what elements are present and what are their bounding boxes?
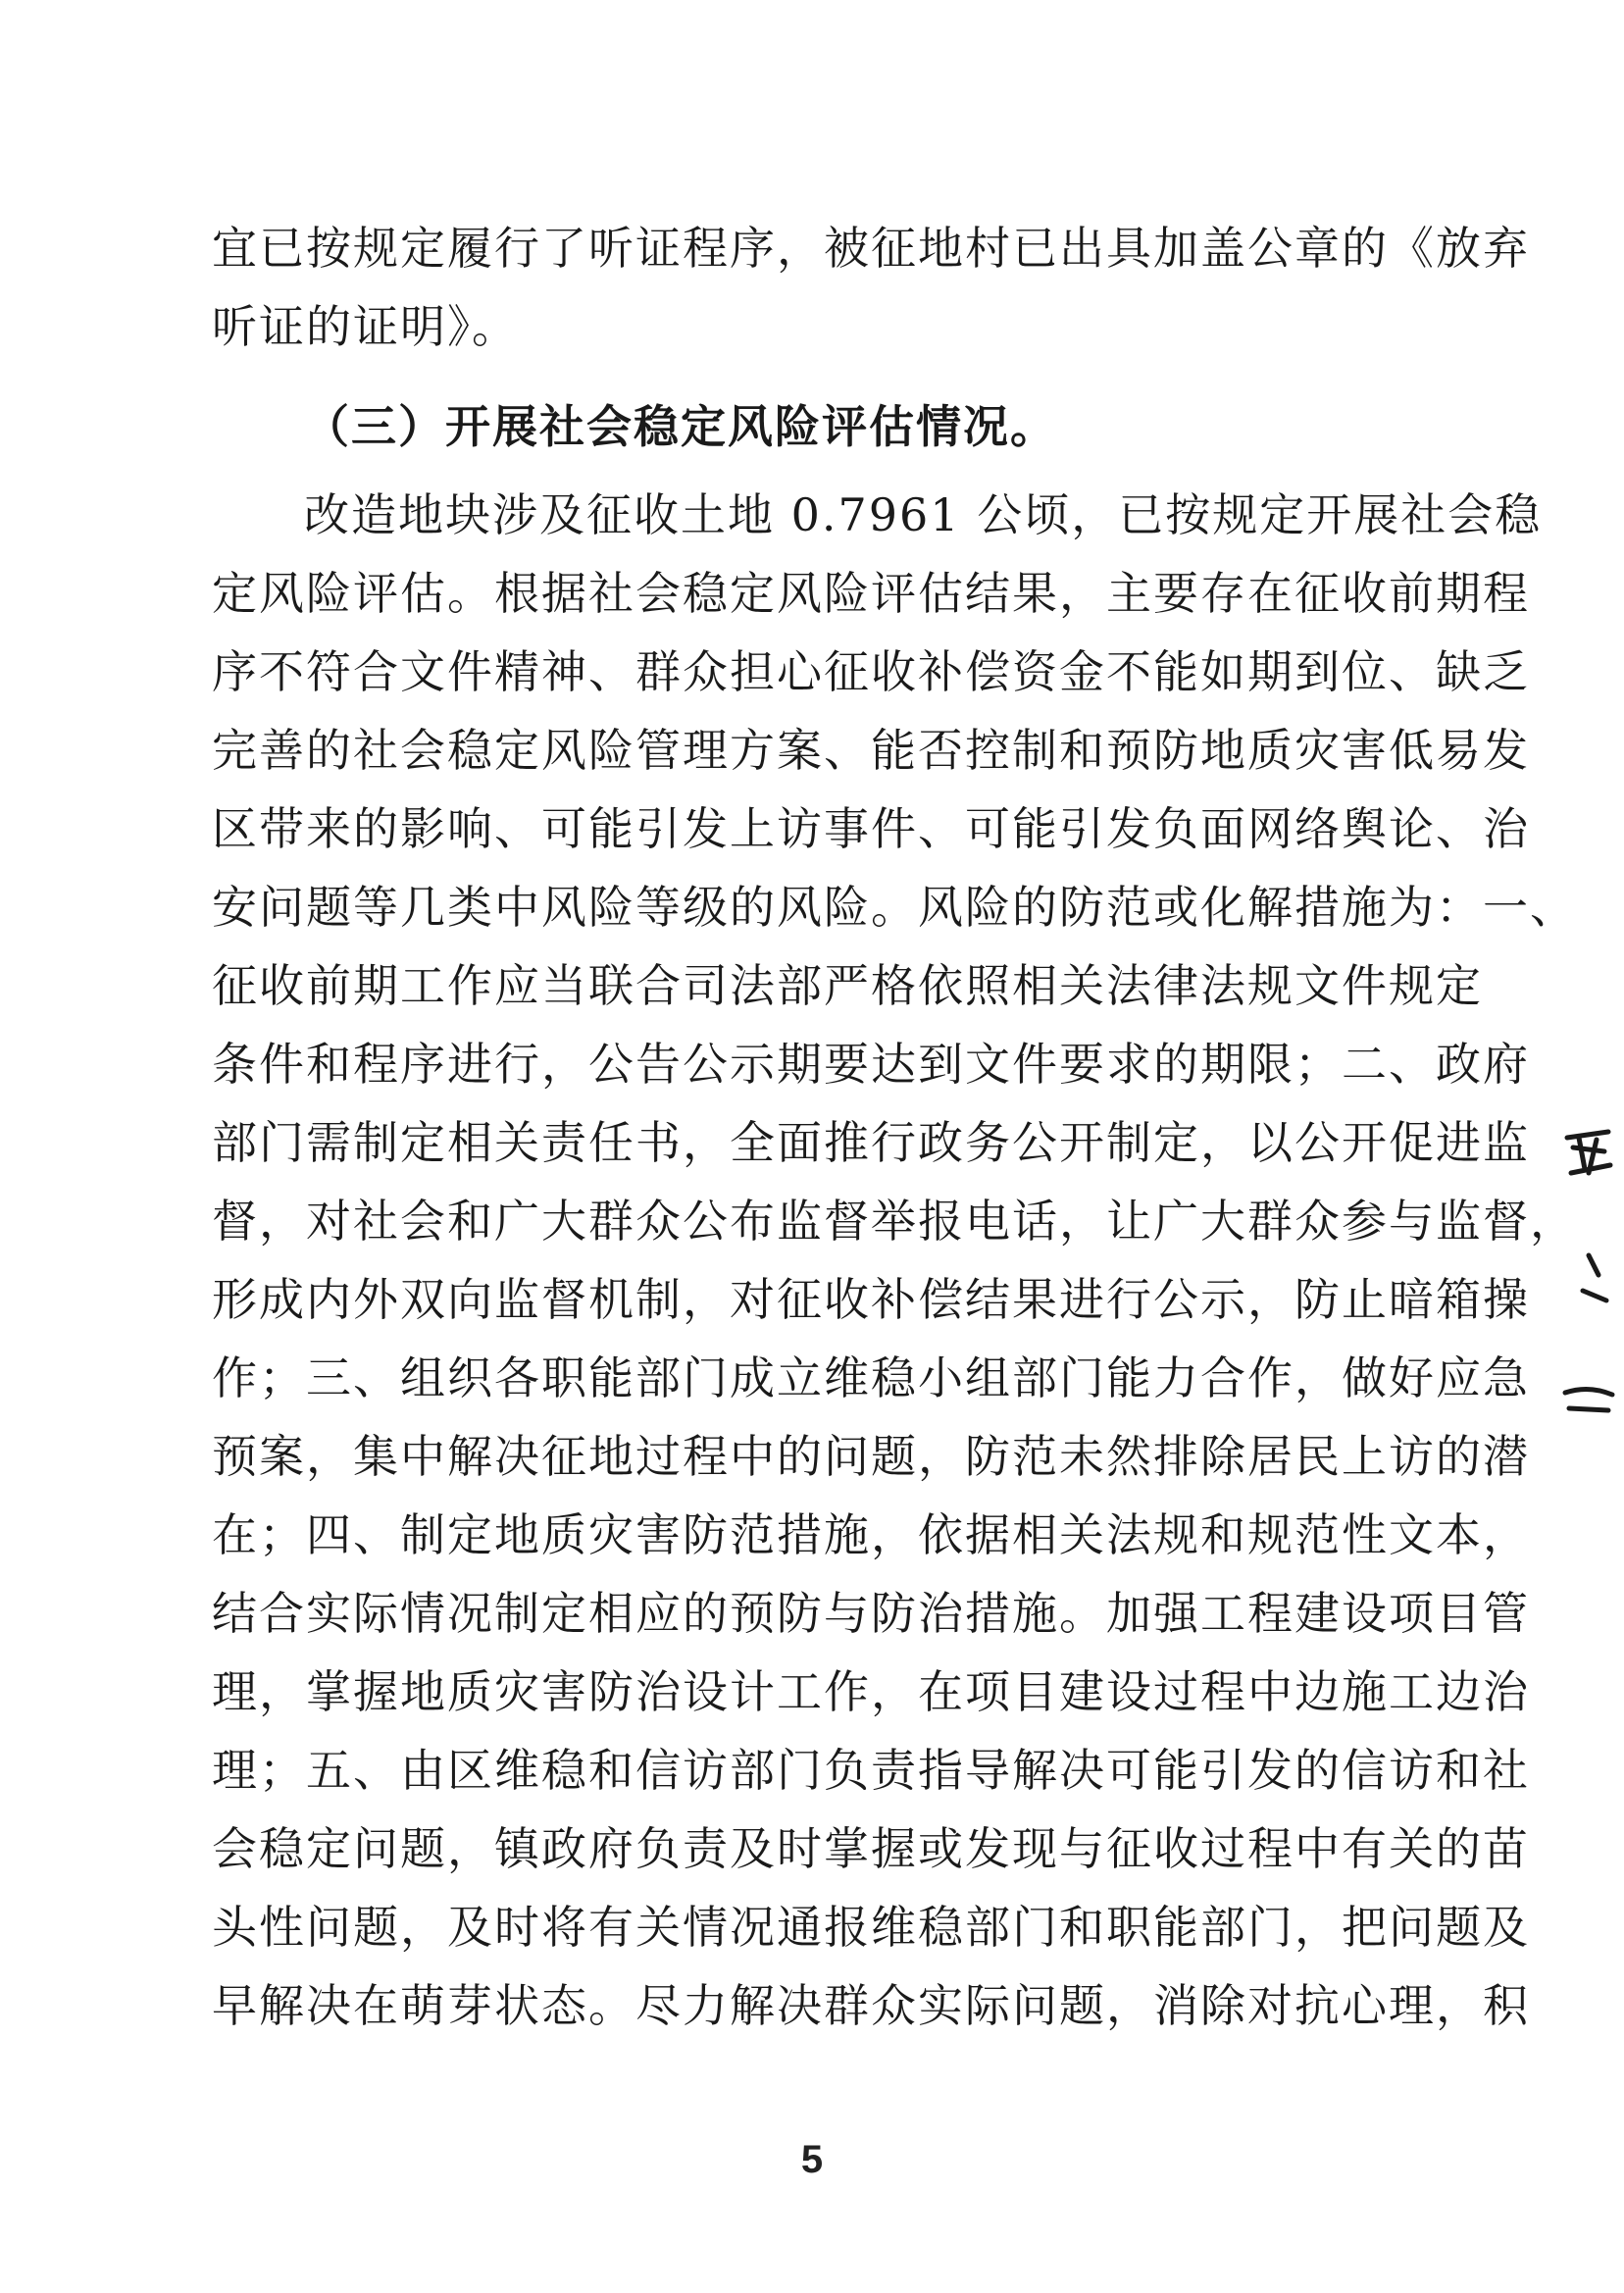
text-line-continuation-2: 听证的证明》。 [212, 300, 519, 353]
paragraph-line-20: 早解决在萌芽状态。尽力解决群众实际问题，消除对抗心理，积 [212, 1979, 1530, 2032]
seal-fragment-mark [1559, 1118, 1618, 1550]
paragraph-line-18: 会稳定问题，镇政府负责及时掌握或发现与征收过程中有关的苗 [212, 1822, 1530, 1875]
paragraph-line-11: 形成内外双向监督机制，对征收补偿结果进行公示，防止暗箱操 [212, 1273, 1530, 1326]
paragraph-line-2: 定风险评估。根据社会稳定风险评估结果，主要存在征收前期程 [212, 567, 1530, 620]
paragraph-line-3: 序不符合文件精神、群众担心征收补偿资金不能如期到位、缺乏 [212, 645, 1530, 698]
paragraph-line-13: 预案，集中解决征地过程中的问题，防范未然排除居民上访的潜 [212, 1430, 1530, 1483]
paragraph-line-16: 理，掌握地质灾害防治设计工作，在项目建设过程中边施工边治 [212, 1665, 1530, 1718]
paragraph-line-1: 改造地块涉及征收土地 0.7961 公顷，已按规定开展社会稳 [304, 488, 1543, 541]
paragraph-line-8: 条件和程序进行，公告公示期要达到文件要求的期限；二、政府 [212, 1038, 1530, 1091]
section-heading: （三）开展社会稳定风险评估情况。 [304, 400, 1057, 453]
paragraph-line-10: 督，对社会和广大群众公布监督举报电话，让广大群众参与监督， [212, 1195, 1577, 1248]
paragraph-line-19: 头性问题，及时将有关情况通报维稳部门和职能部门，把问题及 [212, 1901, 1530, 1954]
paragraph-line-12: 作；三、组织各职能部门成立维稳小组部门能力合作，做好应急 [212, 1351, 1530, 1404]
paragraph-line-15: 结合实际情况制定相应的预防与防治措施。加强工程建设项目管 [212, 1587, 1530, 1640]
paragraph-line-5: 区带来的影响、可能引发上访事件、可能引发负面网络舆论、治 [212, 802, 1530, 855]
text-line-continuation-1: 宜已按规定履行了听证程序，被征地村已出具加盖公章的《放弃 [212, 222, 1530, 275]
paragraph-line-4: 完善的社会稳定风险管理方案、能否控制和预防地质灾害低易发 [212, 724, 1530, 777]
paragraph-line-17: 理；五、由区维稳和信访部门负责指导解决可能引发的信访和社 [212, 1744, 1530, 1797]
paragraph-line-9: 部门需制定相关责任书，全面推行政务公开制定，以公开促进监 [212, 1116, 1530, 1169]
page-number: 5 [800, 2138, 824, 2181]
paragraph-line-6: 安问题等几类中风险等级的风险。风险的防范或化解措施为：一、 [212, 881, 1577, 934]
paragraph-line-7: 征收前期工作应当联合司法部严格依照相关法律法规文件规定 [212, 959, 1483, 1012]
paragraph-line-14: 在；四、制定地质灾害防范措施，依据相关法规和规范性文本， [212, 1508, 1530, 1561]
